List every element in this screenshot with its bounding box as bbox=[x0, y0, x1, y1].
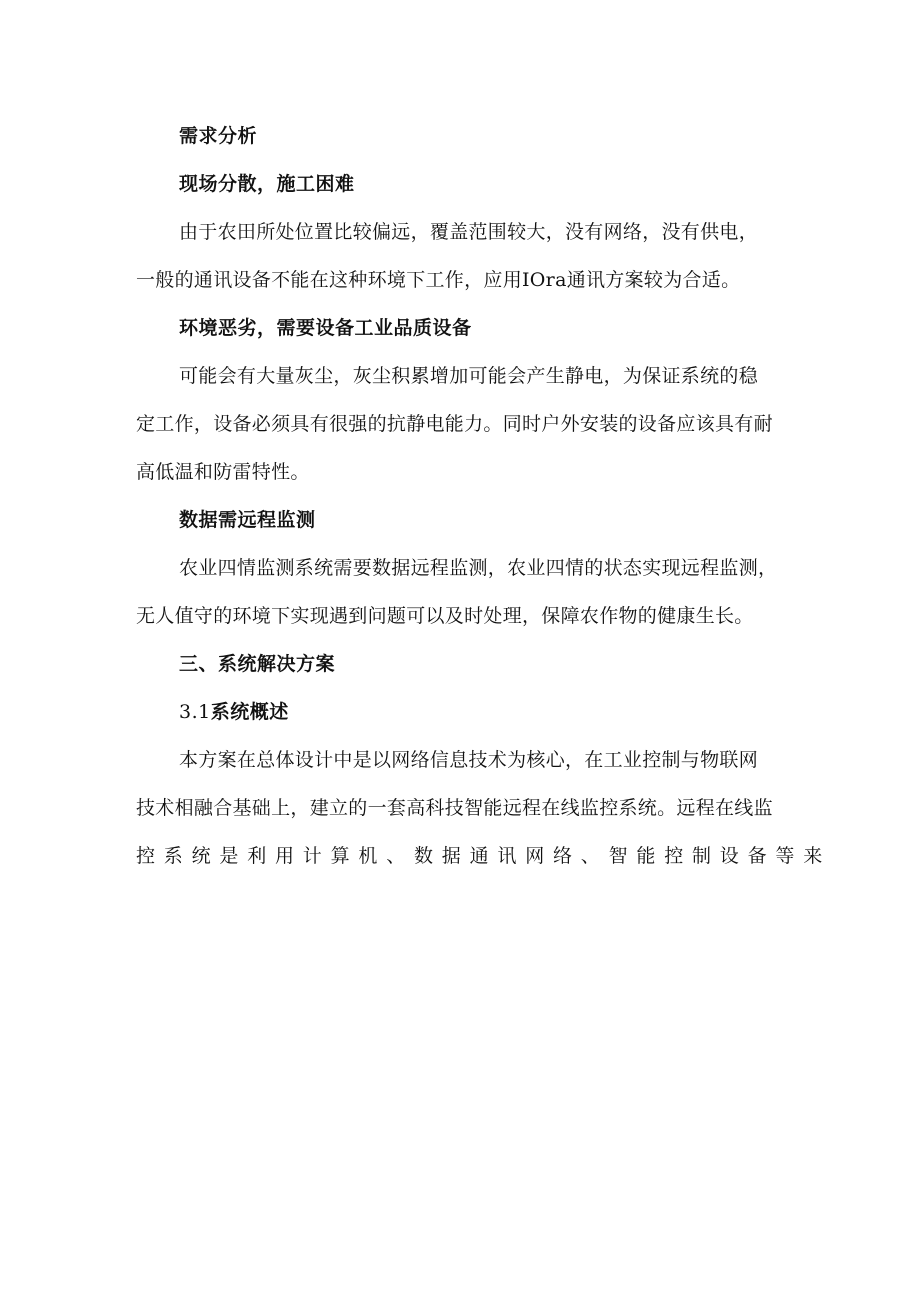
paragraph-remote-monitoring bbox=[136, 544, 800, 640]
heading-number: 3.1 bbox=[179, 701, 211, 723]
paragraph-line: 技术相融合基础上，建立的一套高科技智能远程在线监控系统。远程在线监 bbox=[136, 797, 773, 819]
paragraph-line: 本方案在总体设计中是以网络信息技术为核心，在工业控制与物联网 bbox=[179, 749, 759, 771]
heading-text: 系统概述 bbox=[210, 701, 289, 723]
paragraph-site-scattered bbox=[136, 208, 800, 304]
paragraph-line: 无人值守的环境下实现遇到问题可以及时处理，保障农作物的健康生长。 bbox=[136, 605, 754, 627]
heading-demand-analysis: 需求分析 bbox=[179, 125, 258, 147]
paragraph-line: 农业四情监测系统需要数据远程监测，农业四情的状态实现远程监测， bbox=[179, 557, 778, 579]
heading-site-scattered: 现场分散，施工困难 bbox=[179, 173, 355, 195]
document-body bbox=[136, 124, 832, 892]
paragraph-harsh-environment bbox=[136, 352, 800, 496]
paragraph-line: 由于农田所处位置比较偏远，覆盖范围较大，没有网络，没有供电， bbox=[179, 221, 759, 243]
paragraph-line: 高低温和防雷特性。 bbox=[136, 461, 310, 483]
paragraph-line: 一般的通讯设备不能在这种环境下工作，应用IOra通讯方案较为合适。 bbox=[136, 269, 741, 291]
paragraph-line: 定工作，设备必须具有很强的抗静电能力。同时户外安装的设备应该具有耐 bbox=[136, 413, 773, 435]
paragraph-line: 可能会有大量灰尘，灰尘积累增加可能会产生静电，为保证系统的稳 bbox=[179, 365, 759, 387]
paragraph-system-overview bbox=[136, 736, 832, 880]
paragraph-line: 控系统是利用计算机、数据通讯网络、智能控制设备等来 bbox=[136, 845, 832, 867]
heading-remote-monitoring: 数据需远程监测 bbox=[179, 509, 316, 531]
heading-system-overview bbox=[179, 700, 800, 724]
heading-harsh-environment: 环境恶劣，需要设备工业品质设备 bbox=[179, 317, 472, 339]
heading-system-solution: 三、系统解决方案 bbox=[179, 653, 336, 675]
